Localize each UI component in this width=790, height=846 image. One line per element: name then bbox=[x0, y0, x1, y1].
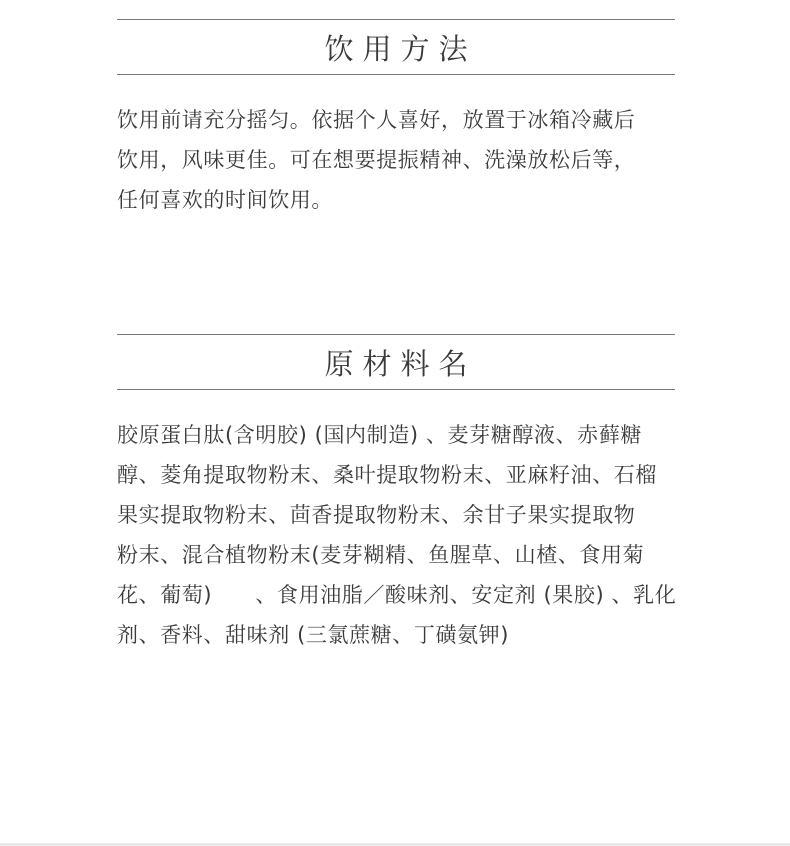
ingredients-line: 胶原蛋白肽(含明胶) (国内制造) 、麦芽糖醇液、赤藓糖 bbox=[117, 423, 642, 447]
ingredients-section bbox=[117, 334, 675, 655]
usage-heading-bar bbox=[117, 19, 675, 75]
ingredients-line: 粉末、混合植物粉末(麦芽糊精、鱼腥草、山楂、食用菊 bbox=[117, 543, 645, 567]
ingredients-line: 花、葡萄) 、食用油脂／酸味剂、安定剂 (果胶) 、乳化 bbox=[117, 583, 677, 607]
ingredients-line: 醇、菱角提取物粉末、桑叶提取物粉末、亚麻籽油、石榴 bbox=[117, 463, 657, 487]
usage-line: 任何喜欢的时间饮用。 bbox=[117, 188, 333, 212]
ingredients-line: 剂、香料、甜味剂 (三氯蔗糖、丁磺氨钾) bbox=[117, 623, 510, 647]
ingredients-line: 果实提取物粉末、茴香提取物粉末、余甘子果实提取物 bbox=[117, 503, 636, 527]
usage-line: 饮用前请充分摇匀。依据个人喜好，放置于冰箱冷藏后 bbox=[117, 108, 636, 132]
usage-text bbox=[117, 100, 675, 220]
usage-section bbox=[117, 19, 675, 220]
usage-heading: 饮用方法 bbox=[324, 31, 477, 66]
ingredients-heading-bar bbox=[117, 334, 675, 390]
ingredients-heading: 原材料名 bbox=[324, 346, 477, 381]
ingredients-text bbox=[117, 415, 675, 655]
usage-line: 饮用，风味更佳。可在想要提振精神、洗澡放松后等， bbox=[117, 148, 636, 172]
